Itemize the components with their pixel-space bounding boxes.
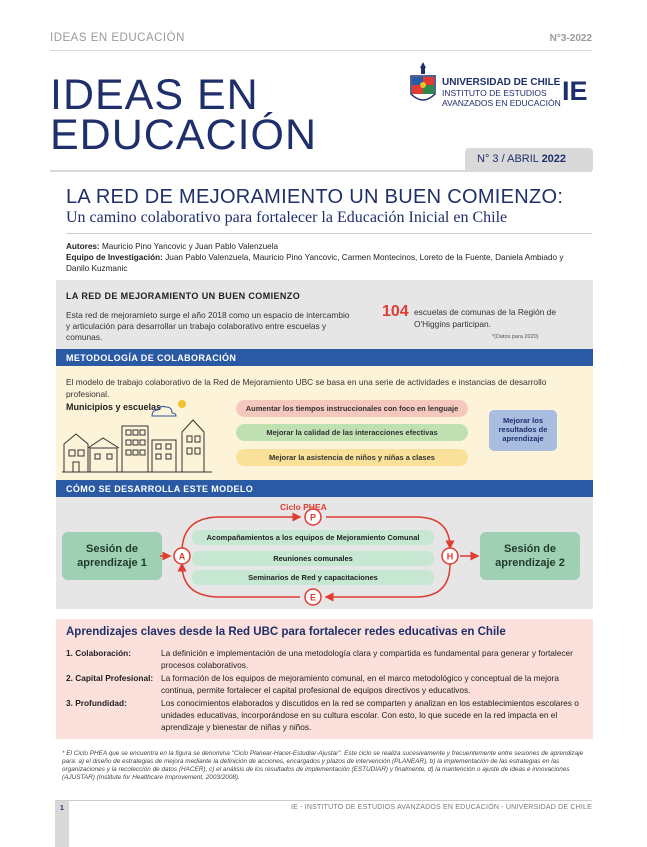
- university-name-line1: UNIVERSIDAD DE CHILE: [442, 77, 561, 88]
- university-name-line2: INSTITUTO DE ESTUDIOS: [442, 88, 547, 98]
- schools-count: 104: [382, 303, 409, 320]
- learning-item-key: 2. Capital Profesional:: [66, 673, 154, 683]
- goal-attendance: Mejorar la asistencia de niños y niñas a clases: [236, 449, 468, 466]
- issue-number: N° 3: [477, 153, 499, 165]
- university-name: [442, 78, 561, 108]
- learning-item-value: La formación de los equipos de mejoramiento comunal, en el marco metodológico y conceptual de la mejora continua, permite fortalecer el capital profesional de equipos directivos y educativos.: [161, 673, 560, 695]
- issue-tab: [465, 148, 593, 170]
- learning-results-box: Mejorar los resultados de aprendizaje: [489, 410, 557, 451]
- sun-cloud-icon: [150, 398, 190, 422]
- goal-interactions: Mejorar la calidad de las interacciones efectivas: [236, 424, 468, 441]
- learning-item-key: 1. Colaboración:: [66, 648, 132, 658]
- learning-item-value: Los conocimientos elaborados y discutidos en la red se comparten y analizan en los establecimientos escolares o unidades educativas, incorporándose en su cultura escolar. Con esto, lo que sucede en la red impacta en el aprendizaje y bienestar de niñas y niños.: [161, 698, 579, 732]
- footer-text: IE - INSTITUTO DE ESTUDIOS AVANZADOS EN EDUCACIÓN - UNIVERSIDAD DE CHILE: [290, 804, 592, 811]
- publication-title-line2: EDUCACIÓN: [50, 111, 318, 159]
- goal-instructional-time: Aumentar los tiempos instruccionales con foco en lenguaje: [236, 400, 468, 417]
- methodology-text: El modelo de trabajo colaborativo de la Red de Mejoramiento UBC se basa en una serie de actividades e instancias de desarrollo profesional.: [66, 377, 547, 399]
- learning-session-2: Sesión de aprendizaje 2: [480, 532, 580, 580]
- network-intro-text: Esta red de mejoramieto surge el año 2018 como un espacio de intercambio y articulación para desarrollar un trabajo colaborativo entre escuelas y comunas.: [66, 310, 350, 342]
- authors-label: Autores:: [66, 242, 100, 251]
- article-subtitle: Un camino colaborativo para fortalecer la Educación Inicial en Chile: [66, 209, 508, 226]
- key-learnings-title: Aprendizajes claves desde la Red UBC para fortalecer redes educativas en Chile: [66, 626, 506, 638]
- schools-count-text: escuelas de comunas de la Región de O'Higgins participan.: [414, 307, 557, 329]
- issue-divider: [50, 170, 592, 172]
- issue-separator: /: [501, 153, 505, 165]
- authors-names: Mauricio Pino Yancovic y Juan Pablo Valenzuela: [101, 242, 279, 251]
- issue-month: ABRIL: [507, 153, 539, 165]
- page-number: 1: [55, 801, 69, 847]
- publication-title: [50, 71, 318, 159]
- cycle-letter-h: H: [446, 551, 454, 562]
- activity-accompaniment: Acompañamientos a los equipos de Mejoramiento Comunal: [192, 530, 434, 545]
- article-title: LA RED DE MEJORAMIENTO UN BUEN COMIENZO:: [66, 186, 564, 208]
- learning-item-value: La definición e implementación de una metodología clara y compartida es fundamental para generar y fortalecer procesos colaborativos.: [161, 648, 573, 670]
- learning-item-key: 3. Profundidad:: [66, 698, 127, 708]
- methodology-heading: METODOLOGÍA DE COLABORACIÓN: [56, 349, 593, 366]
- network-intro-heading: LA RED DE MEJORAMIENTO UN BUEN COMIENZO: [66, 291, 301, 301]
- town-illustration-icon: [62, 414, 217, 474]
- top-divider: [50, 50, 592, 51]
- university-name-line3: AVANZADOS EN EDUCACIÓN: [442, 98, 561, 108]
- cycle-letter-p: P: [309, 512, 317, 523]
- issue-code: N°3-2022: [549, 33, 592, 44]
- model-heading: CÓMO SE DESARROLLA ESTE MODELO: [56, 480, 593, 497]
- ie-logo: IE: [562, 76, 588, 106]
- team-names: Juan Pablo Valenzuela, Mauricio Pino Yancovic, Carmen Montecinos, Loreto de la Fuente, Daniela Ambiado y Danilo Kuzmanic: [66, 253, 564, 273]
- activity-meetings: Reuniones comunales: [192, 551, 434, 566]
- municipalities-label: Municipios y escuelas: [66, 402, 162, 412]
- learning-session-1: Sesión de aprendizaje 1: [62, 532, 162, 580]
- footnote: * El Ciclo PHEA que se encuentra en la figura se denomina "Ciclo Planear-Hacer-Estudiar-Ajustar". Este ciclo se realiza sucesivamente y frecuentemente entre sesiones de aprendizaje para: a) el diseño de estrategias de mejora mediante la definición de acciones, encargados y plazos de intervención (PLANEAR), b) la implementación de las estrategias en las organizaciones y la recolección de datos (HACER), c) el análisis de los resultados de implementación (ESTUDIAR) y finalmente, d) la mantención o ajuste de ideas e innovaciones (AJUSTAR) (Institute for Healthcare Improvement, 2003/2008).: [62, 750, 584, 781]
- title-divider: [66, 233, 592, 234]
- footer-divider: [55, 800, 592, 801]
- schools-count-note: *(Datos para 2020): [492, 334, 539, 340]
- issue-year: 2022: [541, 153, 567, 165]
- publication-title-line1: IDEAS EN: [50, 71, 259, 119]
- university-crest-icon: [408, 60, 438, 108]
- authors-block: [66, 241, 586, 274]
- cycle-node-h: [442, 548, 458, 564]
- phea-cycle-label: Ciclo PHEA: [280, 502, 327, 512]
- cycle-letter-a: A: [178, 551, 186, 562]
- cycle-node-a: [174, 548, 190, 564]
- team-label: Equipo de Investigación:: [66, 253, 163, 262]
- series-label: IDEAS EN EDUCACIÓN: [50, 32, 185, 44]
- activity-seminars: Seminarios de Red y capacitaciones: [192, 570, 434, 585]
- cycle-letter-e: E: [309, 592, 317, 603]
- cycle-node-e: [305, 589, 321, 605]
